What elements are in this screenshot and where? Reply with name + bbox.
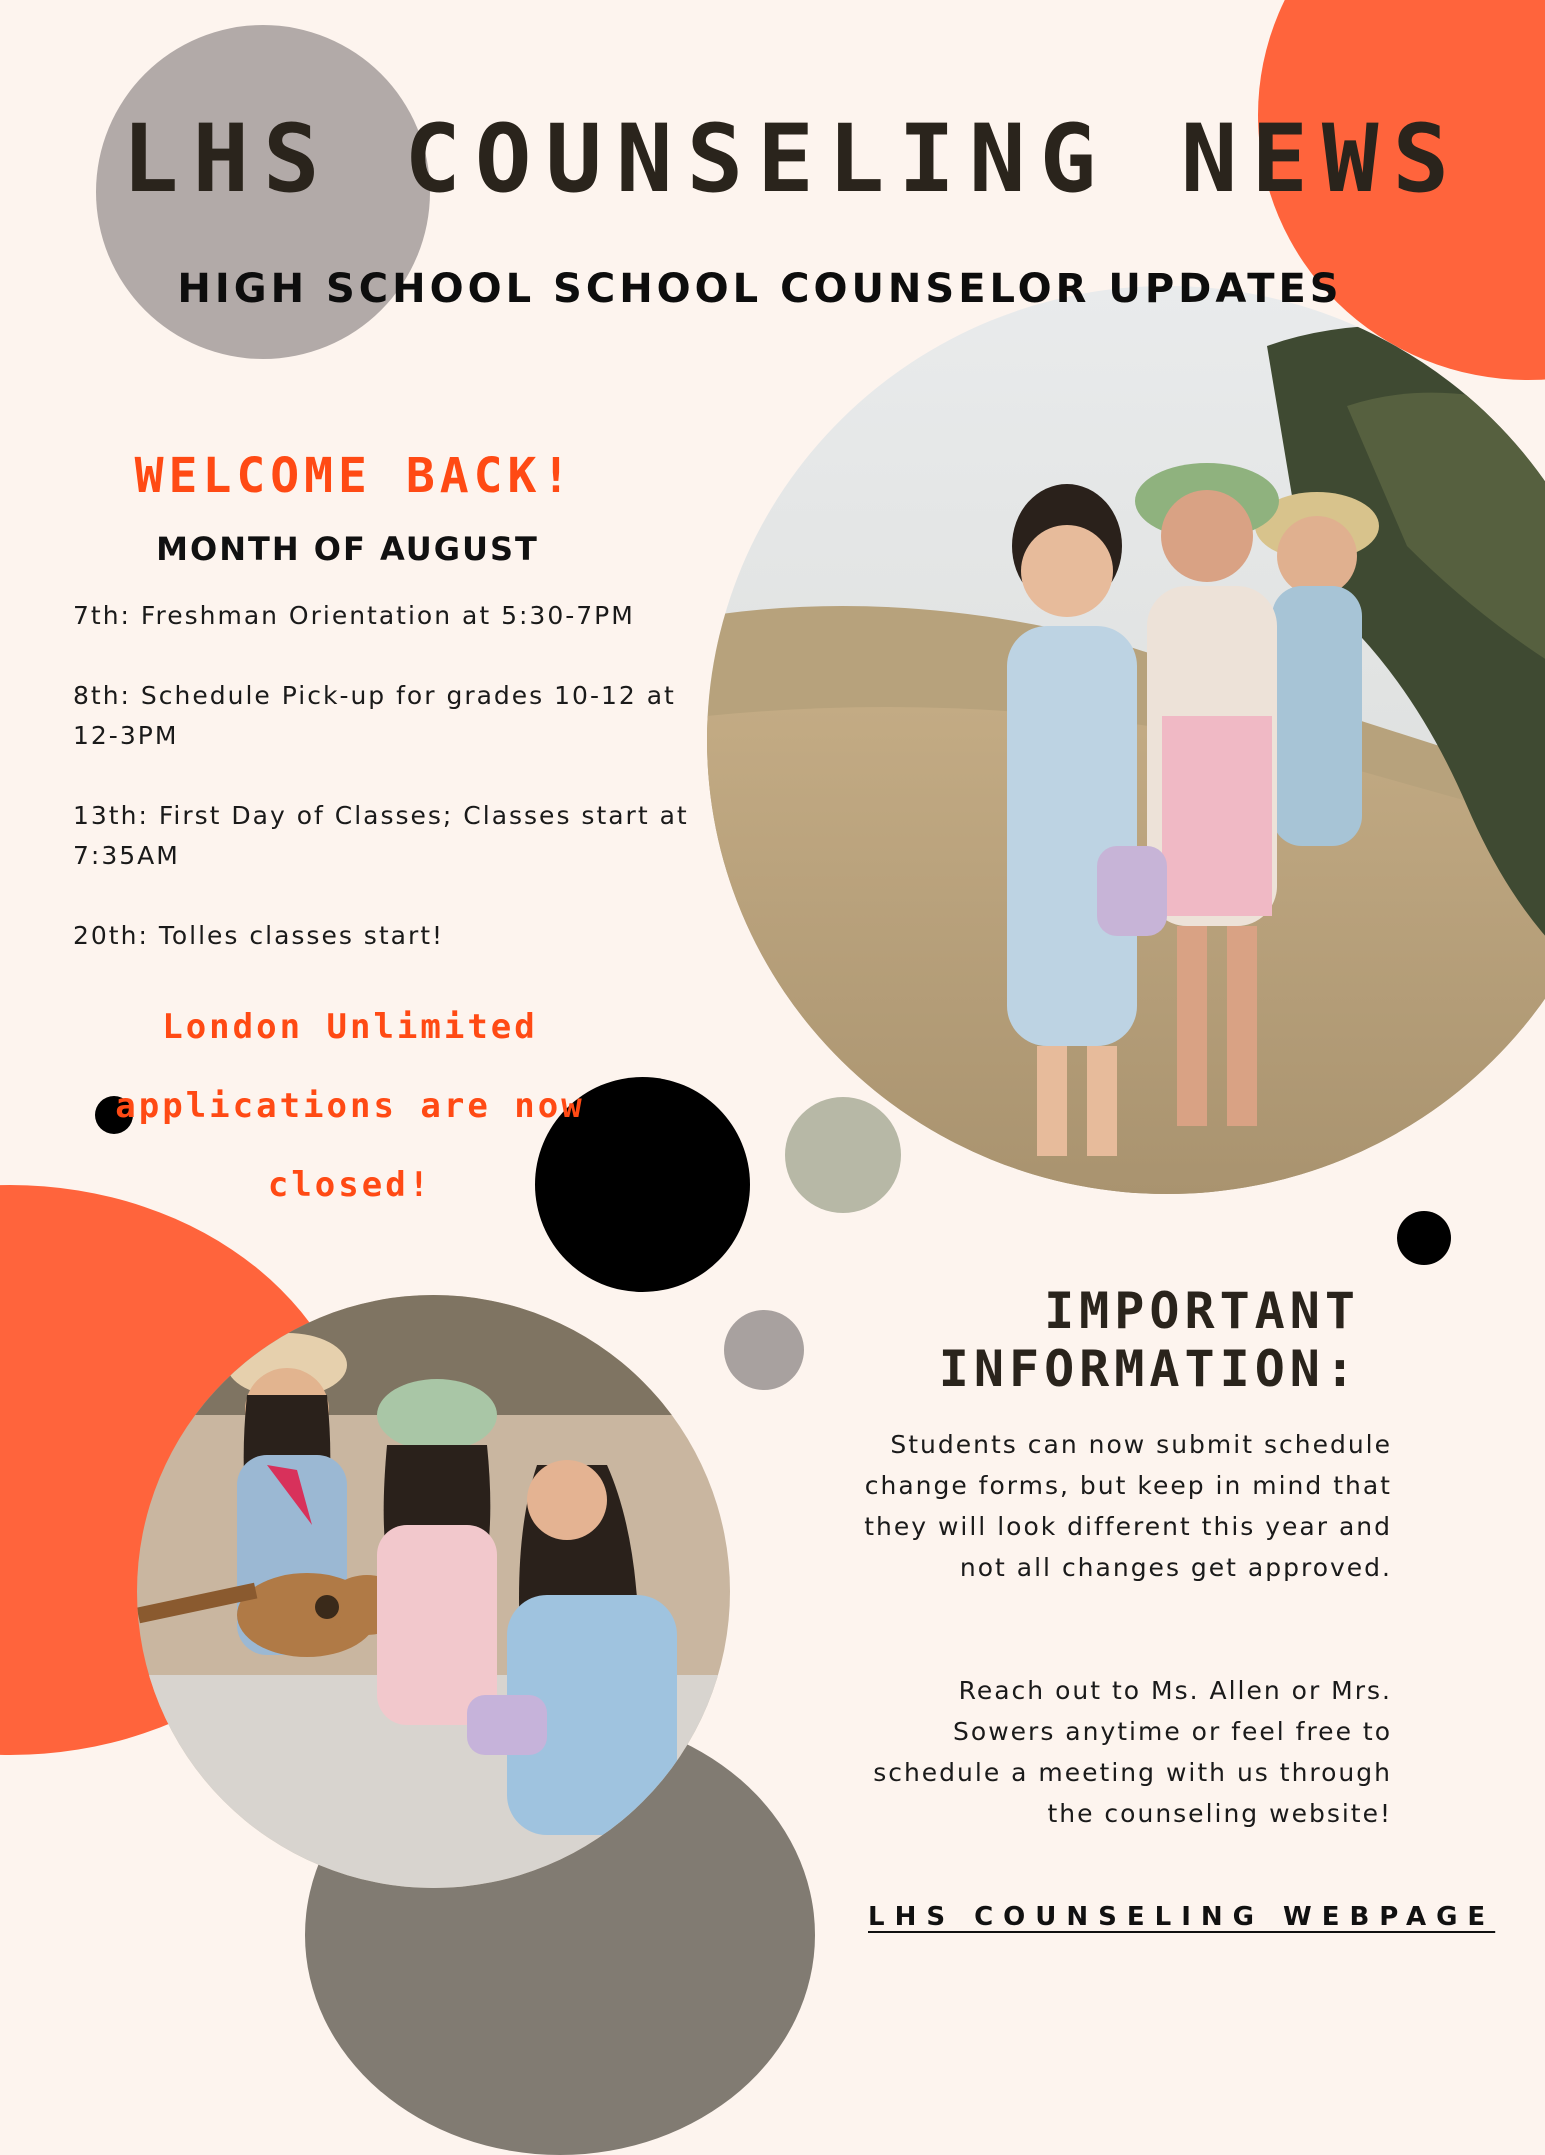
newsletter-title: LHS COUNSELING NEWS (121, 105, 1464, 214)
month-heading: MONTH OF AUGUST (156, 530, 539, 568)
photo-children-ukulele (137, 1295, 730, 1888)
event-item: 8th: Schedule Pick-up for grades 10-12 at 12-3PM (73, 681, 676, 750)
london-unlimited-announcement: London Unlimited applications are now closed! (115, 1007, 585, 1205)
event-item: 13th: First Day of Classes; Classes start at 7:35AM (73, 801, 689, 870)
event-item: 20th: Tolles classes start! (73, 921, 445, 950)
newsletter-subtitle: HIGH SCHOOL SCHOOL COUNSELOR UPDATES (177, 266, 1343, 312)
important-info-heading (900, 1282, 1360, 1398)
welcome-heading: WELCOME BACK! (134, 448, 576, 504)
decorative-circle-sage (785, 1097, 901, 1213)
info-paragraph-contact: Reach out to Ms. Allen or Mrs. Sowers anytime or feel free to schedule a meeting with us through the counseling website! (873, 1676, 1392, 1828)
event-item: 7th: Freshman Orientation at 5:30-7PM (73, 601, 635, 630)
important-heading-line: IMPORTANT (1044, 1282, 1360, 1340)
decorative-circle-gray (724, 1310, 804, 1390)
photo-children-standing (707, 286, 1545, 1194)
event-list (73, 596, 693, 996)
important-heading-line: INFORMATION: (938, 1340, 1360, 1398)
decorative-dot-black (1397, 1211, 1451, 1265)
counseling-webpage-link[interactable]: LHS COUNSELING WEBPAGE (868, 1902, 1496, 1932)
info-paragraph-schedule: Students can now submit schedule change forms, but keep in mind that they will look different this year and not all changes get approved. (864, 1430, 1392, 1582)
